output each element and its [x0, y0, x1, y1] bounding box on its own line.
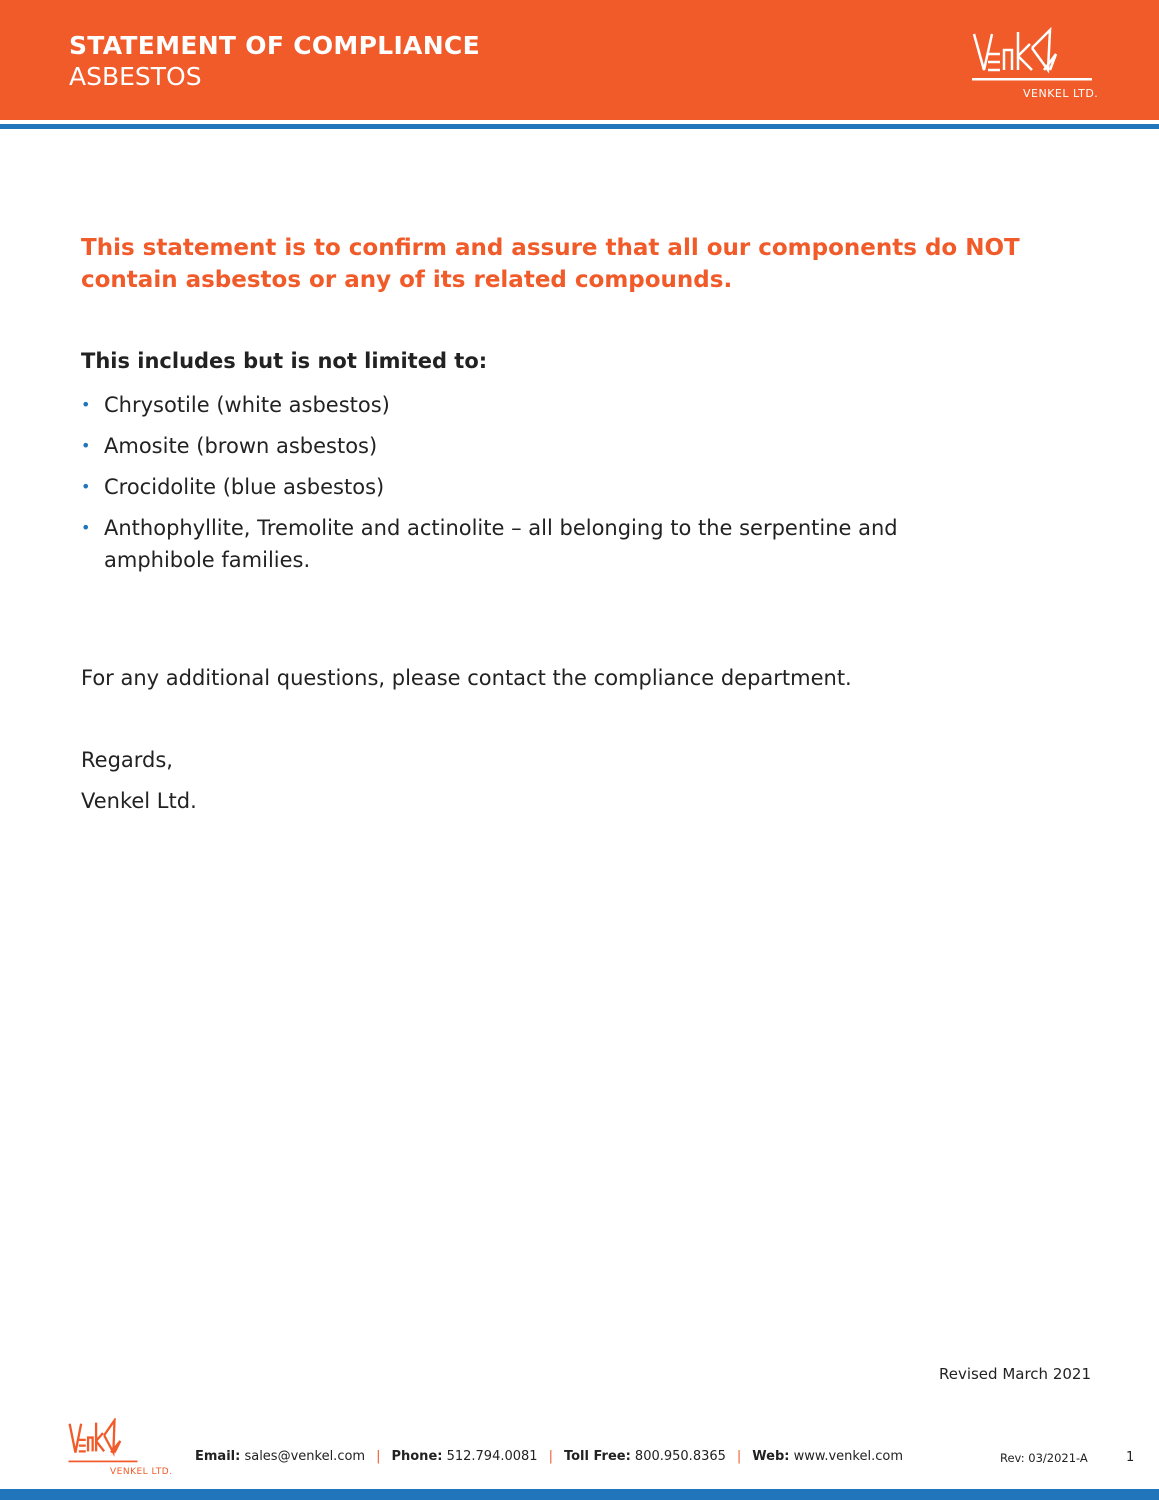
- asbestos-list: [81, 389, 941, 585]
- footer-venkel-logo: [68, 1418, 138, 1464]
- bullet-icon: •: [81, 518, 91, 537]
- bullet-icon: •: [81, 477, 91, 496]
- footer-bar: [0, 1489, 1159, 1500]
- document-subtitle: ASBESTOS: [69, 62, 202, 91]
- regards-text: Regards,: [81, 748, 173, 772]
- venkel-logo: [972, 26, 1092, 82]
- includes-heading: This includes but is not limited to:: [81, 349, 488, 373]
- intro-statement: This statement is to confirm and assure that all our components do NOT contain asbestos or any of its related compounds.: [81, 235, 1020, 293]
- logo-caption: VENKEL LTD.: [1023, 87, 1099, 100]
- phone-number: 512.794.0081: [446, 1449, 538, 1464]
- document-title: STATEMENT OF COMPLIANCE: [69, 31, 480, 60]
- header-banner: [0, 0, 1159, 120]
- email-link[interactable]: sales@venkel.com: [244, 1449, 366, 1464]
- signature-text: Venkel Ltd.: [81, 789, 197, 813]
- bullet-icon: •: [81, 395, 91, 414]
- footer-logo-caption: VENKEL LTD.: [110, 1467, 173, 1477]
- revised-date: Revised March 2021: [938, 1365, 1091, 1383]
- list-item: • Chrysotile (white asbestos): [81, 389, 941, 421]
- list-item: • Anthophyllite, Tremolite and actinolite – all belonging to the serpentine and amphibole families.: [81, 512, 941, 576]
- contact-text: For any additional questions, please contact the compliance department.: [81, 666, 852, 690]
- tollfree-number: 800.950.8365: [634, 1449, 726, 1464]
- list-item: • Amosite (brown asbestos): [81, 430, 941, 462]
- web-link[interactable]: www.venkel.com: [793, 1449, 903, 1464]
- header-divider: [0, 124, 1159, 129]
- revision-code: Rev: 03/2021-A: [1000, 1451, 1088, 1465]
- page-number: 1: [1126, 1450, 1135, 1465]
- footer-contact: Email: sales@venkel.com | Phone: 512.794.0081 | Toll Free: 800.950.8365 | Web: www.venkel.com: [195, 1449, 903, 1464]
- bullet-icon: •: [81, 436, 91, 455]
- list-item: • Crocidolite (blue asbestos): [81, 471, 941, 503]
